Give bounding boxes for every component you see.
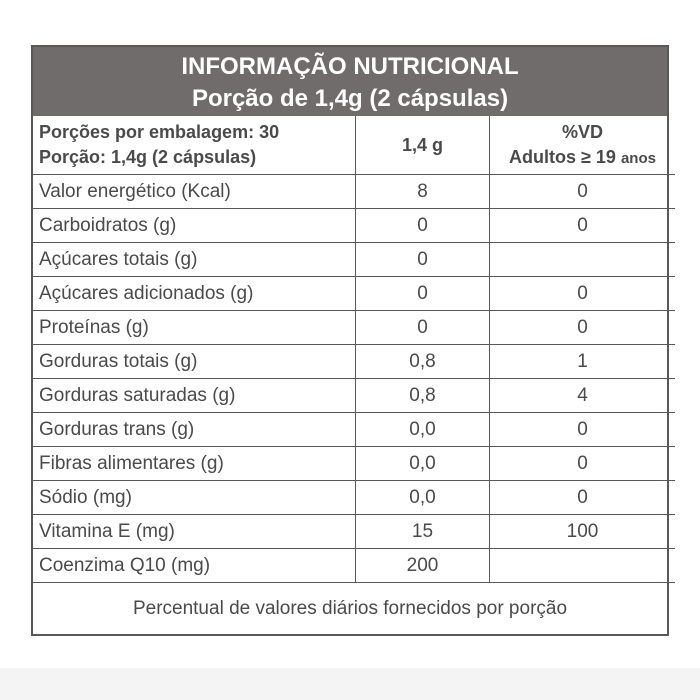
nutrition-header xyxy=(33,47,667,116)
nutrient-amount: 0,8 xyxy=(356,345,490,379)
nutrient-amount: 0,0 xyxy=(356,413,490,447)
nutrition-table xyxy=(33,116,675,583)
serving-info-cell xyxy=(33,116,356,175)
table-row xyxy=(33,515,675,549)
nutrient-daily-value: 4 xyxy=(490,379,676,413)
footnote: Percentual de valores diários fornecidos por porção xyxy=(132,598,568,619)
dv-audience-unit: anos xyxy=(620,149,656,167)
nutrient-daily-value: 0 xyxy=(490,175,676,209)
nutrient-daily-value: 0 xyxy=(490,481,676,515)
nutrient-amount: 8 xyxy=(356,175,490,209)
table-row xyxy=(33,481,675,515)
nutrition-facts-panel xyxy=(31,45,669,636)
nutrient-name: Proteínas (g) xyxy=(33,311,356,345)
nutrient-name: Açúcares totais (g) xyxy=(33,243,356,277)
nutrient-daily-value: 0 xyxy=(490,311,676,345)
table-row xyxy=(33,175,675,209)
nutrient-daily-value: 100 xyxy=(490,515,676,549)
serving-size: Porção: 1,4g (2 cápsulas) xyxy=(39,147,257,167)
nutrient-amount: 0,8 xyxy=(356,379,490,413)
table-header-row xyxy=(33,116,675,175)
dv-label: %VD xyxy=(561,121,603,142)
nutrient-name: Valor energético (Kcal) xyxy=(33,175,356,209)
nutrient-daily-value xyxy=(490,243,676,277)
nutrient-name: Carboidratos (g) xyxy=(33,209,356,243)
nutrient-amount: 15 xyxy=(356,515,490,549)
dv-audience-main: Adultos ≥ 19 xyxy=(509,146,616,167)
table-row xyxy=(33,311,675,345)
nutrient-amount: 0 xyxy=(356,277,490,311)
nutrient-name: Gorduras totais (g) xyxy=(33,345,356,379)
table-row xyxy=(33,209,675,243)
nutrient-amount: 0 xyxy=(356,243,490,277)
nutrient-name: Sódio (mg) xyxy=(33,481,356,515)
nutrient-daily-value xyxy=(490,549,676,583)
nutrient-daily-value: 0 xyxy=(490,277,676,311)
table-row xyxy=(33,243,675,277)
nutrient-name: Gorduras saturadas (g) xyxy=(33,379,356,413)
dv-column-header xyxy=(490,116,676,175)
nutrient-name: Fibras alimentares (g) xyxy=(33,447,356,481)
nutrient-amount: 200 xyxy=(356,549,490,583)
nutrient-amount: 0,0 xyxy=(356,447,490,481)
dv-audience xyxy=(490,145,675,171)
nutrient-daily-value: 1 xyxy=(490,345,676,379)
nutrient-amount: 0,0 xyxy=(356,481,490,515)
servings-per-package: Porções por embalagem: 30 xyxy=(39,122,280,142)
table-row xyxy=(33,379,675,413)
nutrient-name: Gorduras trans (g) xyxy=(33,413,356,447)
table-row xyxy=(33,447,675,481)
table-row xyxy=(33,345,675,379)
nutrient-name: Açúcares adicionados (g) xyxy=(33,277,356,311)
table-row xyxy=(33,549,675,583)
nutrient-daily-value: 0 xyxy=(490,209,676,243)
nutrient-amount: 0 xyxy=(356,311,490,345)
nutrient-daily-value: 0 xyxy=(490,413,676,447)
nutrient-amount: 0 xyxy=(356,209,490,243)
nutrient-name: Vitamina E (mg) xyxy=(33,515,356,549)
nutrition-title: INFORMAÇÃO NUTRICIONAL xyxy=(181,53,519,80)
table-row xyxy=(33,277,675,311)
amount-column-header: 1,4 g xyxy=(356,116,490,175)
nutrient-daily-value: 0 xyxy=(490,447,676,481)
nutrition-serving-subtitle: Porção de 1,4g (2 cápsulas) xyxy=(191,85,509,112)
page-bottom-band xyxy=(0,668,700,700)
table-row xyxy=(33,413,675,447)
nutrient-name: Coenzima Q10 (mg) xyxy=(33,549,356,583)
